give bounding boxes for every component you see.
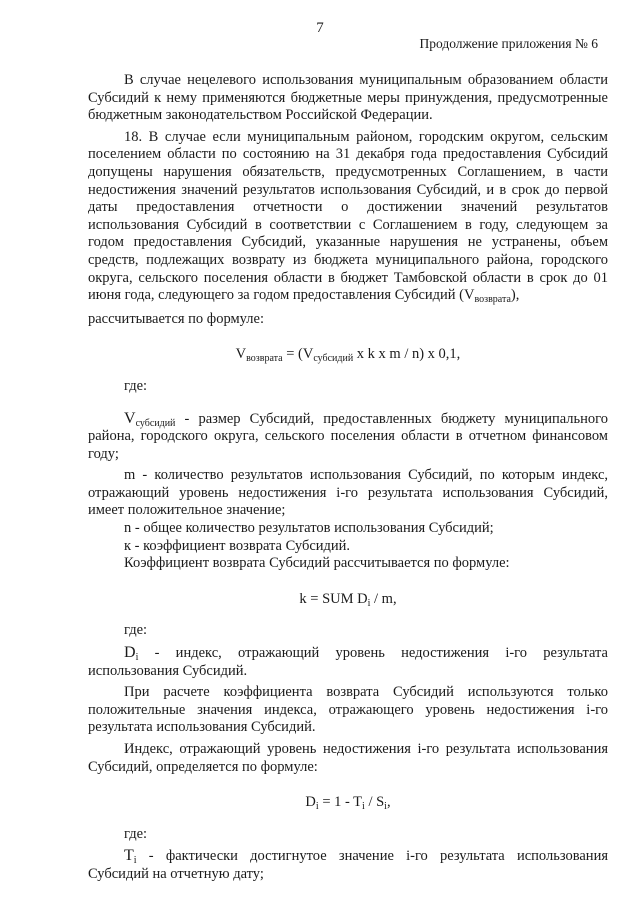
document-body	[88, 72, 608, 884]
definition-k: к - коэффициент возврата Субсидий.	[124, 537, 351, 554]
index-formula-intro: Индекс, отражающий уровень недостижения i-го результата использования Субсидий, определяется по формуле:	[88, 741, 608, 775]
definition-ti: $T_i$ - фактически достигнутое значение i-го результата использования Субсидий на отчетную дату;	[88, 847, 608, 882]
where-label-2: где:	[124, 622, 148, 639]
paragraph-18: 18. В случае если муниципальным районом, городским округом, сельским поселением области по состоянию на 31 декабря года предоставления Субсидий допущены нарушения обязательств, предусмотренных Соглашением, в части недостижения значений результатов использования Субсидий, и в срок до первой даты предоставления отчетности о достижении значений результатов использования Субсидий в соответствии с Соглашением в году, следующем за годом предоставления Субсидий, указанные нарушения не устранены, объем средств, подлежащих возврату из бюджета муниципального района, городского округа, сельского поселения области в бюджет Тамбовской области в срок до 01 июня года, следующего за годом предоставления Субсидий $(V_{возврата})$,	[88, 128, 608, 306]
formula-v-return: $V_{возврата} = (V_{субсидий}$ x k x m / n) x 0,1,	[235, 346, 461, 365]
formula-di: $D_i = 1 - T_i / S_i$,	[305, 794, 391, 813]
paragraph-18-tail: рассчитывается по формуле:	[88, 310, 264, 327]
where-label-1: где:	[124, 377, 148, 394]
paragraph-misuse: В случае нецелевого использования муниципальным образованием области Субсидий к нему применяются бюджетные меры принуждения, предусмотренные бюджетным законодательством Российской Федерации.	[88, 72, 608, 124]
appendix-note: Продолжение приложения № 6	[419, 36, 598, 51]
k-formula-intro: Коэффициент возврата Субсидий рассчитывается по формуле:	[124, 555, 510, 572]
definition-m: m - количество результатов использования Субсидий, по которым индекс, отражающий уровень недостижения i-го результата использования Субсидий, имеет положительное значение;	[88, 467, 608, 519]
definition-n: n - общее количество результатов использования Субсидий;	[124, 520, 494, 537]
definition-di: $D_i$ - индекс, отражающий уровень недостижения i-го результата использования Субсидий.	[88, 644, 608, 679]
where-label-3: где:	[124, 825, 148, 842]
positive-values-note: При расчете коэффициента возврата Субсидий используются только положительные значения индекса, отражающего уровень недостижения i-го результата использования Субсидий.	[88, 684, 608, 736]
page-number: 7	[316, 20, 324, 36]
definition-v-subsidy: $V_{субсидий}$ - размер Субсидий, предоставленных бюджету муниципального района, городского округа, сельского поселения области в отчетном финансовом году;	[88, 409, 608, 462]
formula-k: k = SUM $D_i$ / m,	[299, 590, 397, 609]
